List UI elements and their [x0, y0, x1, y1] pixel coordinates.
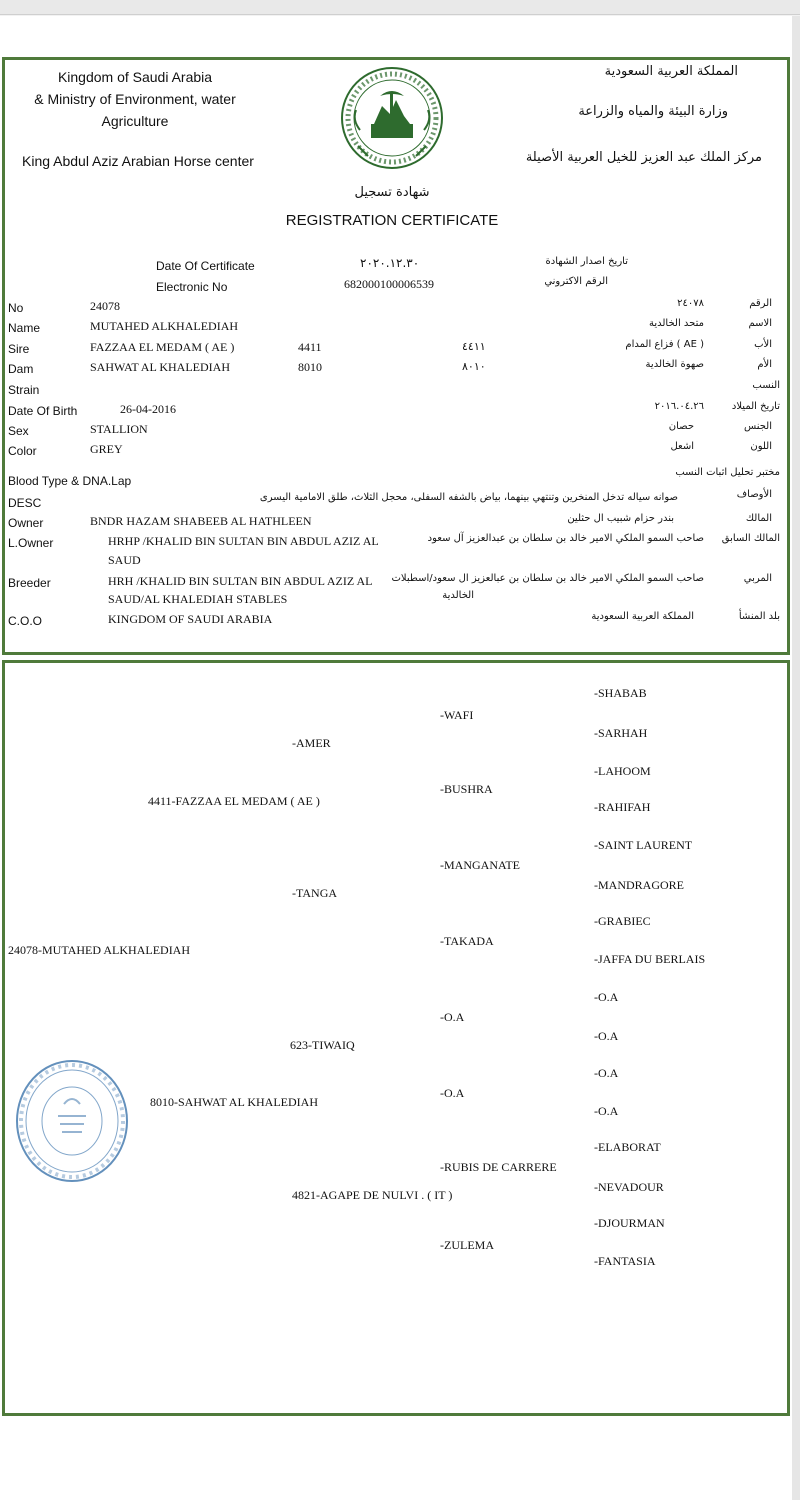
- blood-type-label-ar: مختبر تحليل اثبات النسب: [675, 467, 780, 478]
- last-owner-value-ar: صاحب السمو الملكي الامير خالد بن سلطان بن عبدالعزيز آل سعود: [427, 533, 704, 544]
- dam-label-ar: الأم: [757, 359, 772, 370]
- breeder-value-cont: SAUD/AL KHALEDIAH STABLES: [108, 592, 288, 606]
- owner-value-ar: بندر حزام شبيب ال حثلين: [567, 513, 674, 524]
- pedigree-gen3: -ZULEMA: [440, 1238, 494, 1252]
- name-label: Name: [8, 321, 41, 335]
- pedigree-gen3: -TAKADA: [440, 934, 494, 948]
- dam-number: 8010: [298, 360, 322, 374]
- desc-label: DESC: [8, 496, 42, 510]
- pedigree-gen4: -O.A: [594, 990, 619, 1004]
- sire-value-ar: ( AE ) فزاع المدام: [625, 339, 704, 350]
- last-owner-label: L.Owner: [8, 536, 54, 550]
- dam-value-ar: صهوة الخالدية: [645, 359, 704, 370]
- right-edge: [792, 16, 800, 1500]
- strain-label-ar: النسب: [752, 380, 780, 391]
- pedigree-gen4: -SARHAH: [594, 726, 648, 740]
- strain-label: Strain: [8, 383, 40, 397]
- pedigree-gen3: -BUSHRA: [440, 782, 493, 796]
- top-bar: [0, 0, 800, 15]
- color-value: GREY: [90, 442, 123, 456]
- pedigree-gen4: -FANTASIA: [594, 1254, 656, 1268]
- color-label: Color: [8, 444, 37, 458]
- pedigree-gen4: -ELABORAT: [594, 1140, 661, 1154]
- desc-label-ar: الأوصاف: [736, 489, 772, 500]
- color-label-ar: اللون: [750, 441, 772, 452]
- breeder-value-ar-cont: الخالدية: [442, 590, 474, 601]
- pedigree-gen4: -LAHOOM: [594, 764, 651, 778]
- pedigree-gen4: -GRABIEC: [594, 914, 651, 928]
- owner-value: BNDR HAZAM SHABEEB AL HATHLEEN: [90, 514, 312, 528]
- desc-value-ar: صوانه سياله تدخل المنخرين وتنتهي بينهما، بياض بالشفه السفلى، محجل الثلاث، طلق الامامية اليسرى: [259, 492, 678, 503]
- date-of-certificate-ar-label: تاريخ اصدار الشهادة: [545, 256, 628, 267]
- pedigree-gen4: -DJOURMAN: [594, 1216, 665, 1230]
- electronic-no-value: 682000100006539: [344, 277, 434, 291]
- date-of-certificate-label: Date Of Certificate: [156, 259, 255, 273]
- no-label-ar: الرقم: [749, 298, 772, 309]
- breeder-value-ar: صاحب السمو الملكي الامير خالد بن سلطان بن عبالعزيز ال سعود/اسطبلات: [391, 573, 704, 584]
- pedigree-gen3: -O.A: [440, 1086, 465, 1100]
- coo-label: C.O.O: [8, 614, 43, 628]
- title-ar: شهادة تسجيل: [354, 185, 430, 200]
- pedigree-gen4: -O.A: [594, 1066, 619, 1080]
- coo-value-ar: المملكة العربية السعودية: [591, 611, 694, 622]
- header-ar-line: مركز الملك عبد العزيز للخيل العربية الأصيلة: [525, 150, 762, 165]
- dob-value: 26-04-2016: [120, 402, 176, 416]
- dam-number-ar: ٨٠١٠: [462, 360, 486, 373]
- breeder-value: HRH /KHALID BIN SULTAN BIN ABDUL AZIZ AL: [108, 574, 373, 588]
- pedigree-gen2: -AMER: [292, 736, 331, 750]
- coo-value: KINGDOM OF SAUDI ARABIA: [108, 612, 273, 626]
- sire-label: Sire: [8, 342, 30, 356]
- sex-label-ar: الجنس: [743, 421, 772, 432]
- coo-label-ar: بلد المنشأ: [738, 611, 780, 622]
- header-en-line: Agriculture: [101, 113, 169, 129]
- electronic-no-label: Electronic No: [156, 280, 228, 294]
- pedigree-gen4: -O.A: [594, 1029, 619, 1043]
- sire-label-ar: الأب: [754, 339, 772, 350]
- sire-number: 4411: [298, 340, 322, 354]
- pedigree-sire: 4411-FAZZAA EL MEDAM ( AE ): [148, 794, 320, 808]
- pedigree-gen3: -O.A: [440, 1010, 465, 1024]
- header-ar-line: وزارة البيئة والمياه والزراعة: [578, 104, 728, 119]
- breeder-label: Breeder: [8, 576, 51, 590]
- date-of-certificate-value: ٢٠٢٠.١٢.٣٠: [360, 256, 420, 270]
- sire-value: FAZZAA EL MEDAM ( AE ): [90, 340, 235, 354]
- name-value: MUTAHED ALKHALEDIAH: [90, 319, 239, 333]
- header-en-line: Kingdom of Saudi Arabia: [57, 69, 213, 85]
- pedigree-gen3: -WAFI: [440, 708, 474, 722]
- pedigree-dam: 8010-SAHWAT AL KHALEDIAH: [150, 1095, 318, 1109]
- owner-label: Owner: [8, 516, 44, 530]
- blood-type-label: Blood Type & DNA.Lap: [8, 474, 132, 488]
- header-ar-line: المملكة العربية السعودية: [604, 64, 738, 79]
- color-value-ar: اشعل: [670, 441, 694, 452]
- pedigree-gen3: -RUBIS DE CARRERE: [440, 1160, 557, 1174]
- pedigree-gen4: -SHABAB: [594, 686, 647, 700]
- pedigree-gen2: 623-TIWAIQ: [290, 1038, 355, 1052]
- sire-number-ar: ٤٤١١: [462, 340, 486, 353]
- name-label-ar: الاسم: [748, 318, 772, 329]
- header-center-name: King Abdul Aziz Arabian Horse center: [22, 153, 254, 169]
- pedigree-subject: 24078-MUTAHED ALKHALEDIAH: [8, 943, 191, 957]
- owner-label-ar: المالك: [745, 513, 772, 524]
- pedigree-frame: [2, 660, 790, 1416]
- dob-value-ar: ٢٠١٦.٠٤.٢٦: [654, 401, 704, 412]
- dam-value: SAHWAT AL KHALEDIAH: [90, 360, 230, 374]
- pedigree-gen4: -JAFFA DU BERLAIS: [594, 952, 706, 966]
- sex-value: STALLION: [90, 422, 148, 436]
- pedigree-gen3: -MANGANATE: [440, 858, 520, 872]
- pedigree-gen2: -TANGA: [292, 886, 338, 900]
- header-en: [30, 66, 240, 132]
- header-en-line: & Ministry of Environment, water: [34, 91, 236, 107]
- registry-seal: [12, 1056, 132, 1186]
- pedigree-gen4: -NEVADOUR: [594, 1180, 664, 1194]
- pedigree-gen4: -RAHIFAH: [594, 800, 651, 814]
- no-value: 24078: [90, 299, 120, 313]
- title-en: REGISTRATION CERTIFICATE: [285, 212, 499, 229]
- electronic-no-ar-label: الرقم الاكتروني: [544, 276, 608, 287]
- name-value-ar: متحد الخالدية: [648, 318, 704, 329]
- breeder-label-ar: المربي: [743, 573, 772, 584]
- last-owner-label-ar: المالك السابق: [721, 533, 780, 544]
- pedigree-gen2: 4821-AGAPE DE NULVI . ( IT ): [292, 1188, 453, 1202]
- last-owner-value-cont: SAUD: [108, 553, 141, 567]
- dob-label: Date Of Birth: [8, 404, 78, 418]
- no-value-ar: ٢٤٠٧٨: [677, 298, 704, 309]
- pedigree-gen4: -MANDRAGORE: [594, 878, 684, 892]
- pedigree-gen4: -SAINT LAURENT: [594, 838, 693, 852]
- emblem-logo: [338, 64, 446, 172]
- dob-label-ar: تاريخ الميلاد: [731, 401, 780, 412]
- sex-label: Sex: [8, 424, 29, 438]
- pedigree-gen4: -O.A: [594, 1104, 619, 1118]
- dam-label: Dam: [8, 362, 34, 376]
- last-owner-value: HRHP /KHALID BIN SULTAN BIN ABDUL AZIZ AL: [108, 534, 379, 548]
- no-label: No: [8, 301, 24, 315]
- sex-value-ar: حصان: [668, 421, 694, 432]
